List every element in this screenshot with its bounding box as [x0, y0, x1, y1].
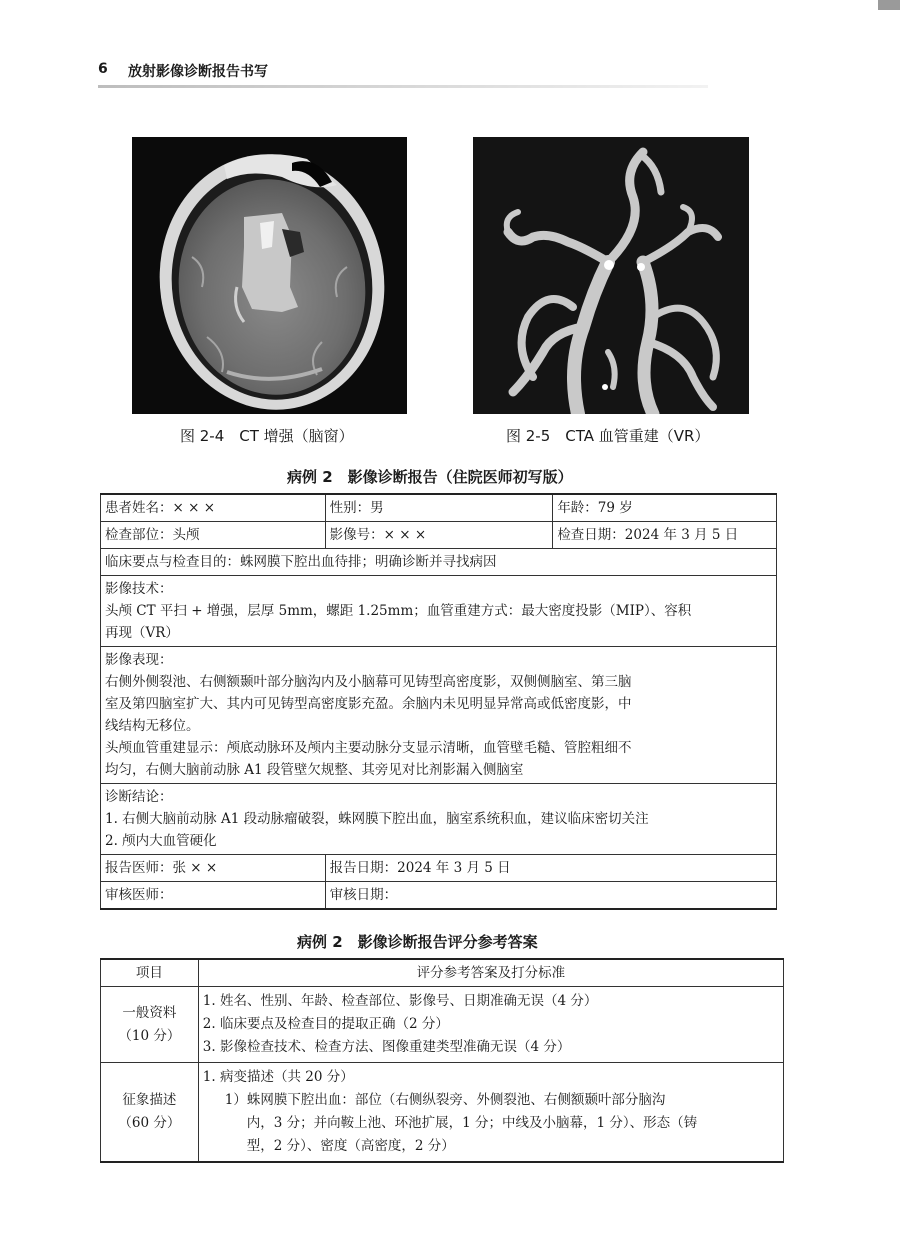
item-points: （10 分）: [118, 1027, 181, 1044]
header-criteria: 评分参考答案及打分标准: [198, 959, 783, 987]
score-title: 病例 2 影像诊断报告评分参考答案: [297, 933, 538, 951]
criteria-line: 1. 姓名、性别、年龄、检查部位、影像号、日期准确无误（4 分）: [202, 993, 598, 1009]
table-row: [101, 987, 784, 1063]
technique-cell: [101, 576, 777, 647]
report-table: [100, 493, 777, 910]
criteria-line: 2. 临床要点及检查目的提取正确（2 分）: [202, 1016, 449, 1032]
table-row: [101, 882, 777, 910]
criteria-line: 内，3 分；并向鞍上池、环池扩展，1 分；中线及小脑幕，1 分）、形态（铸: [246, 1115, 698, 1131]
conclusion-cell: [101, 784, 777, 855]
item-name: 征象描述: [122, 1092, 177, 1108]
table-row: [101, 549, 777, 576]
criteria-line: 1）蛛网膜下腔出血：部位（右侧纵裂旁、外侧裂池、右侧额颞叶部分脑沟: [224, 1092, 666, 1108]
book-title: 放射影像诊断报告书写: [128, 64, 268, 80]
report-date-cell: 报告日期：2024 年 3 月 5 日: [325, 855, 776, 882]
findings-line: 右侧外侧裂池、右侧额颞叶部分脑沟内及小脑幕可见铸型高密度影，双侧侧脑室、第三脑: [105, 674, 632, 690]
exam-site-cell: 检查部位：头颅: [101, 522, 326, 549]
patient-name-cell: 患者姓名：× × ×: [101, 494, 326, 522]
findings-line: 头颅血管重建显示：颅底动脉环及颅内主要动脉分支显示清晰，血管壁毛糙、管腔粗细不: [105, 740, 632, 756]
page-number: 6: [98, 61, 108, 77]
technique-line: 再现（VR）: [105, 625, 179, 641]
findings-label: 影像表现：: [105, 652, 173, 668]
age-cell: 年龄：79 岁: [553, 494, 777, 522]
findings-line: 线结构无移位。: [105, 718, 200, 734]
table-row: [101, 1063, 784, 1163]
score-item-general: [101, 987, 199, 1063]
table-row: [101, 494, 777, 522]
header-rule: [98, 85, 708, 88]
table-row: [101, 522, 777, 549]
score-criteria-general: [198, 987, 783, 1063]
sex-cell: 性别：男: [325, 494, 553, 522]
exam-date-cell: 检查日期：2024 年 3 月 5 日: [553, 522, 777, 549]
technique-line: 头颅 CT 平扫 + 增强，层厚 5mm，螺距 1.25mm；血管重建方式：最大密度投影（MIP）、容积: [105, 603, 692, 619]
table-row: [101, 784, 777, 855]
ct-brain-drawing: [132, 137, 407, 414]
image-number-cell: 影像号：× × ×: [325, 522, 553, 549]
table-row: [101, 576, 777, 647]
figure-caption-ct: 图 2-4 CT 增强（脑窗）: [180, 427, 354, 445]
page-corner-mark: [878, 0, 900, 10]
table-row: [101, 647, 777, 784]
header-item: 项目: [101, 959, 199, 987]
item-points: （60 分）: [118, 1115, 181, 1131]
score-criteria-signs: [198, 1063, 783, 1163]
score-table: [100, 958, 784, 1163]
table-header-row: [101, 959, 784, 987]
findings-line: 均匀，右侧大脑前动脉 A1 段管壁欠规整、其旁见对比剂影漏入侧脑室: [105, 762, 524, 778]
technique-label: 影像技术：: [105, 581, 173, 597]
conclusion-line: 2. 颅内大血管硬化: [105, 833, 217, 849]
figure-caption-vr: 图 2-5 CTA 血管重建（VR）: [506, 427, 710, 445]
criteria-line: 3. 影像检查技术、检查方法、图像重建类型准确无误（4 分）: [202, 1039, 571, 1055]
report-title: 病例 2 影像诊断报告（住院医师初写版）: [287, 468, 573, 486]
table-row: [101, 855, 777, 882]
findings-line: 室及第四脑室扩大、其内可见铸型高密度影充盈。余脑内未见明显异常高或低密度影，中: [105, 696, 632, 712]
findings-cell: [101, 647, 777, 784]
review-date-cell: 审核日期：: [325, 882, 776, 910]
conclusion-label: 诊断结论：: [105, 789, 173, 805]
criteria-line: 型，2 分）、密度（高密度，2 分）: [246, 1138, 455, 1154]
running-header: [98, 58, 708, 88]
cta-vr-image: [473, 137, 749, 414]
clinical-purpose-cell: 临床要点与检查目的：蛛网膜下腔出血待排；明确诊断并寻找病因: [101, 549, 777, 576]
score-item-signs: [101, 1063, 199, 1163]
review-doctor-cell: 审核医师：: [101, 882, 326, 910]
cta-vr-drawing: [473, 137, 749, 414]
report-doctor-cell: 报告医师：张 × ×: [101, 855, 326, 882]
ct-brain-image: [132, 137, 407, 414]
conclusion-line: 1. 右侧大脑前动脉 A1 段动脉瘤破裂，蛛网膜下腔出血，脑室系统积血，建议临床密切关注: [105, 811, 649, 827]
item-name: 一般资料: [122, 1004, 177, 1021]
criteria-line: 1. 病变描述（共 20 分）: [202, 1069, 354, 1085]
